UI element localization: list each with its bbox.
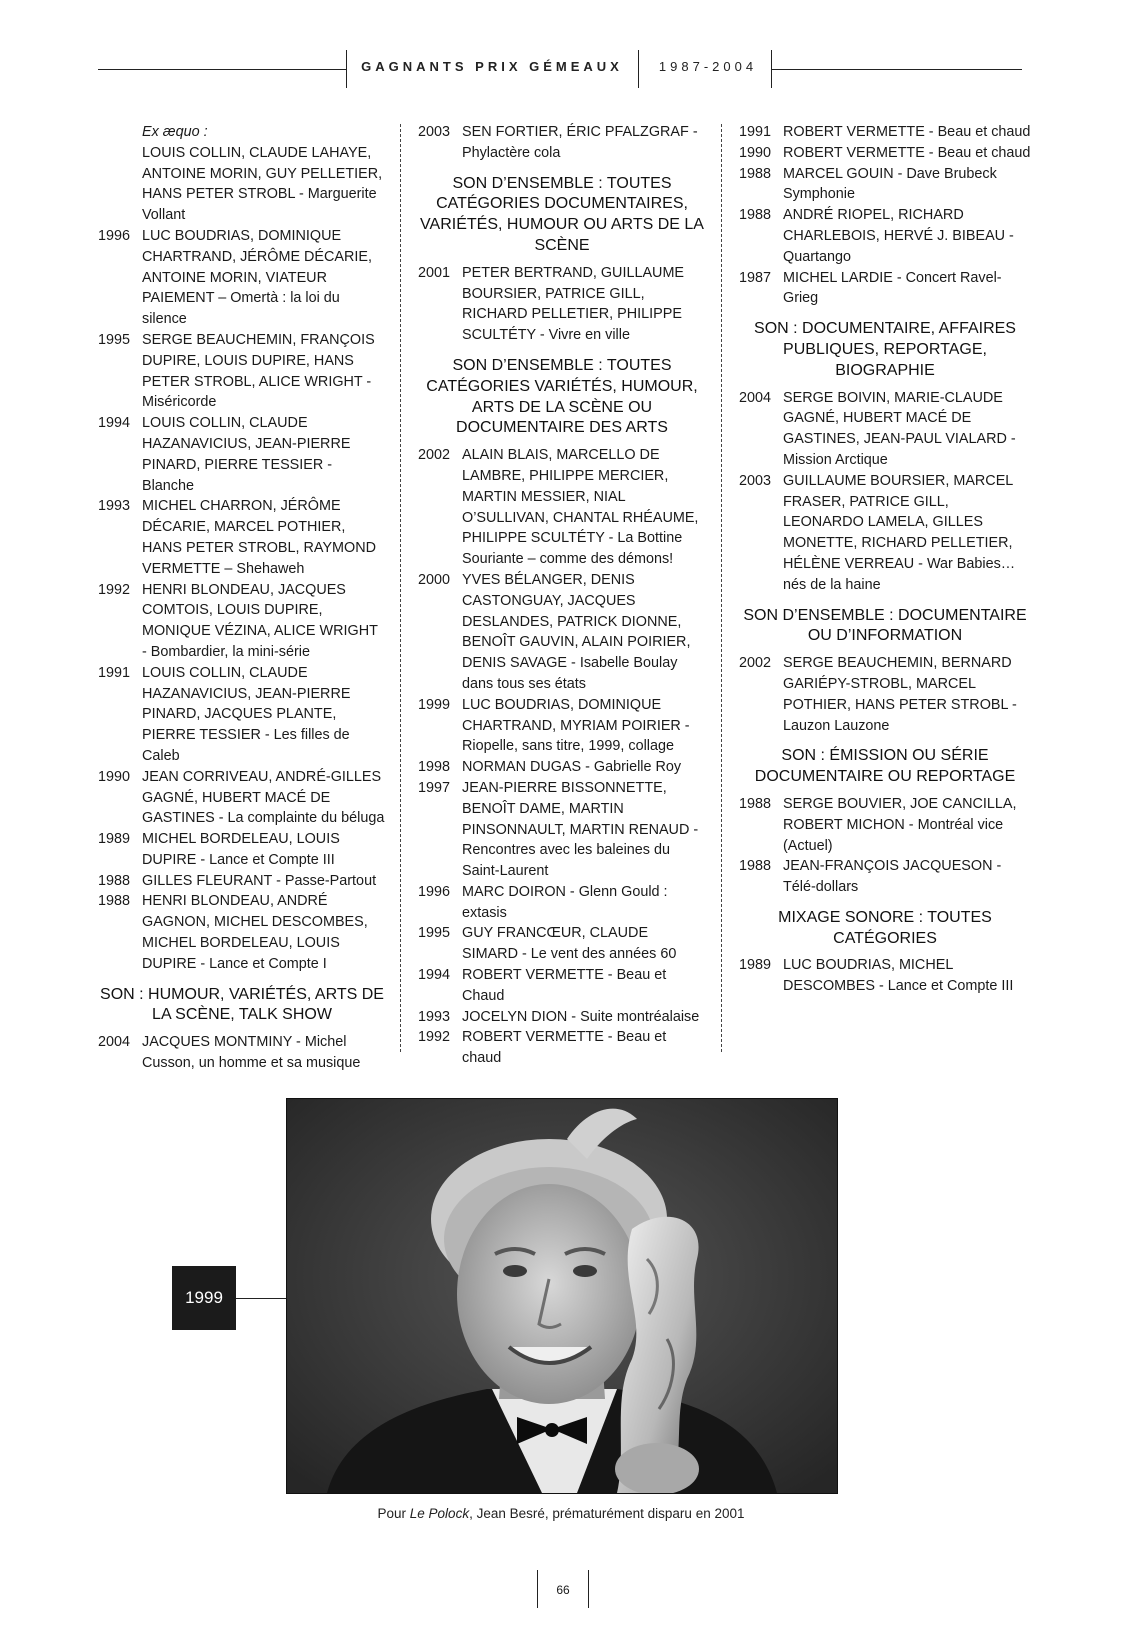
column-separator <box>400 124 401 1052</box>
award-winners: LUC BOUDRIAS, DOMINIQUE CHARTRAND, JÉRÔME DÉCARIE, ANTOINE MORIN, VIATEUR PAIEMENT – Omertà : la loi du silence <box>142 227 373 328</box>
award-entry <box>739 122 1031 143</box>
award-winners: LOUIS COLLIN, CLAUDE LAHAYE, ANTOINE MORIN, GUY PELLETIER, HANS PETER STROBL - Marguerite Vollant <box>142 144 383 224</box>
award-year: 1993 <box>98 498 131 515</box>
award-winners: HENRI BLONDEAU, JACQUES COMTOIS, LOUIS DUPIRE, MONIQUE VÉZINA, ALICE WRIGHT - Bombardier, la mini-série <box>142 581 378 660</box>
column-2 <box>418 122 706 1069</box>
award-year: 1998 <box>418 759 451 776</box>
award-entry <box>418 923 706 965</box>
column-3 <box>739 122 1031 997</box>
award-entry <box>98 122 386 143</box>
footer-divider <box>588 1570 589 1608</box>
header-divider <box>638 50 639 88</box>
running-head-years: 1987-2004 <box>658 59 758 74</box>
badge-connector-line <box>236 1298 286 1299</box>
page-number: 66 <box>556 1583 570 1597</box>
award-year: 1997 <box>418 779 451 796</box>
section-title: SON : HUMOUR, VARIÉTÉS, ARTS DE LA SCÈNE, TALK SHOW <box>100 985 384 1024</box>
award-winners: SEN FORTIER, ÉRIC PFALZGRAF - Phylactère cola <box>462 124 698 161</box>
header-rule-right <box>772 69 1022 70</box>
award-year: 2001 <box>418 264 451 281</box>
award-entry <box>98 143 386 226</box>
award-year: 1989 <box>98 831 131 848</box>
award-winners: Ex æquo : <box>142 124 208 140</box>
award-winners: ROBERT VERMETTE - Beau et Chaud <box>462 967 667 1004</box>
award-entry <box>739 205 1031 267</box>
award-winners: MICHEL BORDELEAU, LOUIS DUPIRE - Lance et Compte III <box>142 831 340 868</box>
section-title: MIXAGE SONORE : TOUTES CATÉGORIES <box>778 908 992 947</box>
section-title: SON D’ENSEMBLE : TOUTES CATÉGORIES VARIÉTÉS, HUMOUR, ARTS DE LA SCÈNE OU DOCUMENTAIRE DES ARTS <box>426 356 698 437</box>
award-winners: NORMAN DUGAS - Gabrielle Roy <box>462 759 682 776</box>
award-entry <box>98 767 386 829</box>
award-year: 1988 <box>98 872 131 889</box>
award-winners: YVES BÉLANGER, DENIS CASTONGUAY, JACQUES DESLANDES, PATRICK DIONNE, BENOÎT GAUVIN, ALAIN POIRIER, DENIS SAVAGE - Isabelle Boulay dans tous ses états <box>462 571 691 692</box>
award-winners: ROBERT VERMETTE - Beau et chaud <box>462 1029 667 1067</box>
award-winners: MARC DOIRON - Glenn Gould : extasis <box>462 883 668 921</box>
award-entry <box>98 330 386 413</box>
award-entry <box>739 164 1031 206</box>
header-divider <box>346 50 347 88</box>
award-winners: GUY FRANCŒUR, CLAUDE SIMARD - Le vent des années 60 <box>462 925 677 963</box>
award-entry <box>739 653 1031 736</box>
award-winners: JOCELYN DION - Suite montréalaise <box>462 1008 700 1025</box>
award-winners: GILLES FLEURANT - Passe-Partout <box>142 872 377 889</box>
award-entry <box>418 122 706 164</box>
award-winners: ANDRÉ RIOPEL, RICHARD CHARLEBOIS, HERVÉ J. BIBEAU - Quartango <box>783 207 1014 265</box>
award-year: 1988 <box>739 207 772 224</box>
footer-divider <box>537 1570 538 1608</box>
award-year: 1995 <box>418 925 451 942</box>
award-year: 1994 <box>418 967 451 984</box>
award-year: 2002 <box>739 655 772 672</box>
award-year <box>98 143 142 226</box>
award-winners: JACQUES MONTMINY - Michel Cusson, un homme et sa musique <box>142 1034 361 1072</box>
award-winners: LOUIS COLLIN, CLAUDE HAZANAVICIUS, JEAN-PIERRE PINARD, JACQUES PLANTE, PIERRE TESSIER - Les filles de Caleb <box>142 664 351 764</box>
section-title: SON : DOCUMENTAIRE, AFFAIRES PUBLIQUES, REPORTAGE, BIOGRAPHIE <box>754 320 1016 379</box>
award-entry <box>98 226 386 330</box>
award-winners: MICHEL CHARRON, JÉRÔME DÉCARIE, MARCEL POTHIER, HANS PETER STROBL, RAYMOND VERMETTE – Shehaweh <box>142 498 377 577</box>
award-year: 1993 <box>418 1008 451 1025</box>
award-entry <box>98 871 386 892</box>
award-entry <box>418 570 706 695</box>
section-title: SON : ÉMISSION OU SÉRIE DOCUMENTAIRE OU REPORTAGE <box>754 747 1016 786</box>
section-title: SON D’ENSEMBLE : TOUTES CATÉGORIES DOCUMENTAIRES, VARIÉTÉS, HUMOUR OU ARTS DE LA SCÈNE <box>420 174 704 254</box>
award-winners: SERGE BOIVIN, MARIE-CLAUDE GAGNÉ, HUBERT MACÉ DE GASTINES, JEAN-PAUL VIALARD - Mission Arctique <box>783 389 1016 468</box>
award-year: 1987 <box>739 269 772 286</box>
award-year: 2003 <box>418 124 451 140</box>
award-winners: ALAIN BLAIS, MARCELLO DE LAMBRE, PHILIPPE MERCIER, MARTIN MESSIER, NIAL O’SULLIVAN, CHANTAL RHÉAUME, PHILIPPE SCULTÉTY - La Bottine Souriante – comme des démons! <box>462 447 699 568</box>
year-badge: 1999 <box>172 1266 236 1330</box>
award-entry <box>418 445 706 570</box>
award-entry <box>418 263 706 346</box>
caption-suffix: , Jean Besré, prématurément disparu en 2001 <box>469 1506 745 1521</box>
award-winners: SERGE BOUVIER, JOE CANCILLA, ROBERT MICHON - Montréal vice (Actuel) <box>783 795 1017 854</box>
award-winners: JEAN CORRIVEAU, ANDRÉ-GILLES GAGNÉ, HUBERT MACÉ DE GASTINES - La complainte du béluga <box>142 768 385 827</box>
award-year: 1988 <box>739 858 772 875</box>
award-year: 2003 <box>739 472 772 489</box>
award-entry <box>418 1027 706 1069</box>
award-year: 1991 <box>98 664 131 681</box>
header-rule-left <box>98 69 346 70</box>
award-entry <box>98 891 386 974</box>
award-year: 1994 <box>98 415 131 432</box>
award-entry <box>98 663 386 767</box>
award-year: 2004 <box>739 389 772 406</box>
photo-caption <box>286 1506 836 1521</box>
award-winners: PETER BERTRAND, GUILLAUME BOURSIER, PATRICE GILL, RICHARD PELLETIER, PHILIPPE SCULTÉTY - Vivre en ville <box>462 264 685 344</box>
award-entry <box>418 1007 706 1028</box>
award-year: 1995 <box>98 331 131 348</box>
column-1 <box>98 122 386 1074</box>
award-winners: LUC BOUDRIAS, DOMINIQUE CHARTRAND, MYRIAM POIRIER - Riopelle, sans titre, 1999, collage <box>462 696 690 755</box>
award-year: 2002 <box>418 447 451 464</box>
award-year: 1988 <box>739 795 772 812</box>
award-winners: SERGE BEAUCHEMIN, FRANÇOIS DUPIRE, LOUIS DUPIRE, HANS PETER STROBL, ALICE WRIGHT - Miséricorde <box>142 331 375 411</box>
award-entry <box>739 955 1031 997</box>
award-entry <box>739 856 1031 898</box>
award-entry <box>739 143 1031 164</box>
portrait-photo <box>286 1098 838 1494</box>
award-winners: MARCEL GOUIN - Dave Brubeck Symphonie <box>783 165 997 203</box>
award-entry <box>418 757 706 778</box>
award-year: 1990 <box>739 144 772 161</box>
award-year: 1999 <box>418 696 451 713</box>
award-year <box>98 122 142 143</box>
award-year: 1996 <box>418 883 451 900</box>
award-winners: JEAN-PIERRE BISSONNETTE, BENOÎT DAME, MARTIN PINSONNAULT, MARTIN RENAUD - Rencontres avec les baleines du Saint-Laurent <box>462 779 699 880</box>
section-title: SON D’ENSEMBLE : DOCUMENTAIRE OU D’INFORMATION <box>743 606 1027 645</box>
award-year: 1990 <box>98 768 131 785</box>
caption-prefix: Pour <box>377 1506 410 1521</box>
award-winners: LUC BOUDRIAS, MICHEL DESCOMBES - Lance et Compte III <box>783 957 1014 995</box>
award-winners: ROBERT VERMETTE - Beau et chaud <box>783 124 1031 140</box>
award-entry <box>418 778 706 882</box>
caption-title: Le Polock <box>409 1506 470 1521</box>
award-entry <box>418 882 706 924</box>
column-separator <box>721 124 722 1052</box>
award-winners: GUILLAUME BOURSIER, MARCEL FRASER, PATRICE GILL, LEONARDO LAMELA, GILLES MONETTE, RICHARD PELLETIER, HÉLÈNE VERREAU - War Babies… nés de la haine <box>783 472 1016 593</box>
award-entry <box>418 965 706 1007</box>
award-year: 1992 <box>418 1029 451 1046</box>
award-entry <box>98 496 386 579</box>
running-head-title: GAGNANTS PRIX GÉMEAUX <box>361 59 623 74</box>
award-year: 1989 <box>739 957 772 974</box>
award-entry <box>739 268 1031 310</box>
award-entry <box>739 794 1031 856</box>
award-year: 1988 <box>98 893 131 910</box>
award-winners: SERGE BEAUCHEMIN, BERNARD GARIÉPY-STROBL, MARCEL POTHIER, HANS PETER STROBL - Lauzon Lauzone <box>783 655 1017 734</box>
award-winners: MICHEL LARDIE - Concert Ravel-Grieg <box>783 269 1002 307</box>
award-winners: LOUIS COLLIN, CLAUDE HAZANAVICIUS, JEAN-PIERRE PINARD, PIERRE TESSIER - Blanche <box>142 415 351 494</box>
award-entry <box>739 388 1031 471</box>
award-entry <box>418 695 706 757</box>
award-year: 1988 <box>739 165 772 182</box>
portrait-illustration <box>287 1099 837 1493</box>
award-year: 2000 <box>418 571 451 588</box>
award-year: 1992 <box>98 581 131 598</box>
award-entry <box>98 829 386 871</box>
award-entry <box>98 413 386 496</box>
award-entry <box>98 580 386 663</box>
award-entry <box>739 471 1031 596</box>
award-winners: ROBERT VERMETTE - Beau et chaud <box>783 144 1031 161</box>
award-entry <box>98 1032 386 1074</box>
award-year: 1996 <box>98 227 131 244</box>
award-winners: JEAN-FRANÇOIS JACQUESON - Télé-dollars <box>783 858 1002 896</box>
award-winners: HENRI BLONDEAU, ANDRÉ GAGNON, MICHEL DESCOMBES, MICHEL BORDELEAU, LOUIS DUPIRE - Lance et Compte I <box>142 893 368 972</box>
award-year: 2004 <box>98 1034 131 1051</box>
award-year: 1991 <box>739 124 772 140</box>
